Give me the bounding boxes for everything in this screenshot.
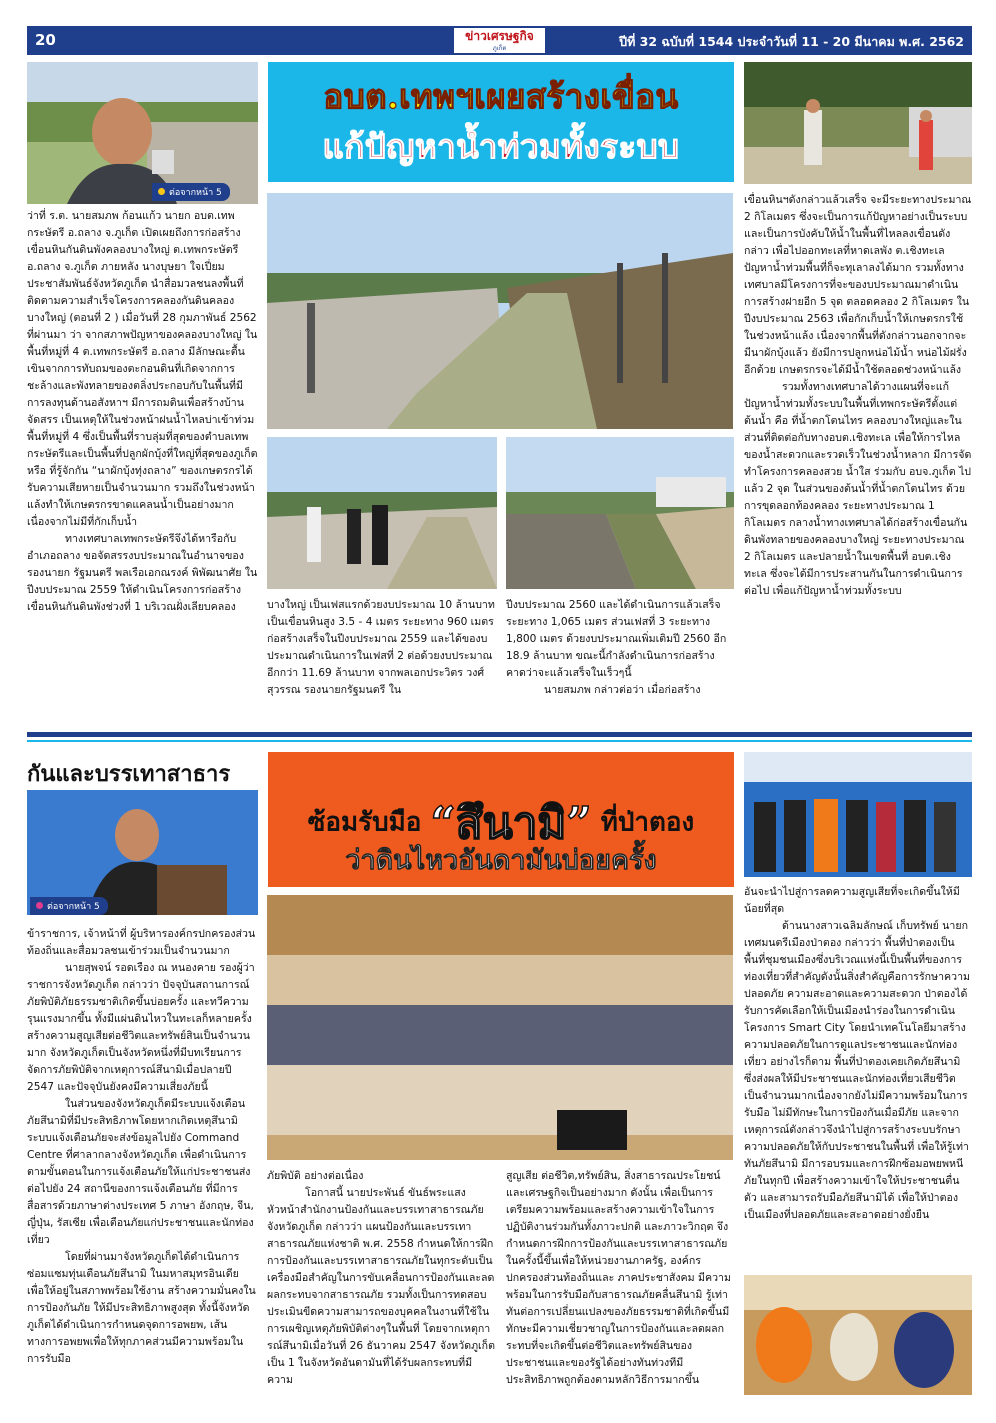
headline2-prefix: ซ้อมรับมือ bbox=[307, 807, 422, 838]
hall-group-photo bbox=[267, 895, 733, 1160]
story2-column-1 bbox=[27, 926, 258, 1416]
story1-col4-para2: รวมทั้งทางเทศบาลได้วางแผนที่จะแก้ปัญหาน้ำท่วมทั้งระบบในพื้นที่เทพกระษัตรีตั้งแต่ต้นน้ำ คือ ที่น้ำตกโตนไทร คลองบางใหญ่และในส่วนที่ติดต่อกับทางอบต.เชิงทะเล เพื่อให้การไหลของน้ำสะดวกและรวดเร็วในช่วงน้ำหลาก มีการจัดทำโครงการคลองสวย น้ำใส ร่วมกับ อบจ.ภูเก็ต ไปแล้ว 2 จุด ในส่วนของต้นน้ำที่น้ำตกโตนไทร ด้วยการขุดลอกท้องคลอง ระยะทางประมาณ 1 กิโลเมตร กลางน้ำทางเทศบาลได้ก่อสร้างเขื่อนกันดินพังทลายของคลองบางใหญ่ ระยะทางประมาณ 2 กิโลเมตร และปลายน้ำในเขตพื้นที่ อบต.เชิงทะเล ซึ่งจะได้มีการประสานกันในการดำเนินการต่อไป เพื่อแก้ปัญหาน้ำท่วมทั้งระบบ bbox=[744, 381, 972, 597]
story2-column-3 bbox=[506, 1168, 734, 1418]
issue-line: ปีที่ 32 ฉบับที่ 1544 ประจำวันที่ 11 - 20 มีนาคม พ.ศ. 2562 bbox=[619, 34, 964, 49]
story1-col3-para1: ปีงบประมาณ 2560 และได้ดำเนินการแล้วเสร็จ ระยะทาง 1,065 เมตร ส่วนเฟสที่ 3 ระยะทาง 1,800 เมตร ด้วยงบประมาณเพิ่มเติมปี 2560 อีก 18.9 ล้านบาท ขณะนี้กำลังดำเนินการก่อสร้างคาดว่าจะแล้วเสร็จในเร็วๆนี้ bbox=[506, 599, 727, 679]
story2-col1-para2: นายสุพจน์ รอดเรือง ณ หนองคาย รองผู้ว่าราชการจังหวัดภูเก็ต กล่าวว่า ปัจจุบันสถานการณ์ภัยพิบัติภัยธรรมชาติเกิดขึ้นบ่อยครั้ง และทวีความรุนแรงมากขึ้น ทั้งมีแผ่นดินไหวในทะเลก็หลายครั้งสร้างความสูญเสียต่อชีวิตและทรัพย์สินเป็นจำนวนมาก จังหวัดภูเก็ตเป็นจังหวัดหนึ่งที่มีบทเรียนการจัดการภัยพิบัติจากเหตุการณ์สึนามิเมื่อปลายปี 2547 และปัจจุบันยังคงมีความเสี่ยงภัยนี้ bbox=[27, 962, 255, 1093]
story2-col2-para2: โอกาสนี้ นายประพันธ์ ขันธ์พระแสง หัวหน้าสำนักงานป้องกันและบรรเทาสาธารณภัยจังหวัดภูเก็ต กล่าวว่า แผนป้องกันและบรรเทาสาธารณภัยแห่งชาติ พ.ศ. 2558 กำหนดให้การฝึกการป้องกันและบรรเทาสาธารณภัยในทุกระดับเป็นเครื่องมือสำคัญในการขับเคลื่อนการป้องกันและลดผลกระทบจากสาธารณภัย รวมทั้งเป็นการทดสอบประเมินขีดความสามารถของบุคคลในงานที่ใช้ในการเผชิญเหตุภัยพิบัติต่างๆในพื้นที่ โดยจากเหตุการณ์สึนามิเมื่อวันที่ 26 ธันวาคม 2547 จังหวัดภูเก็ตเป็น 1 ในจังหวัดอันดามันที่ได้รับผลกระทบที่มีความ bbox=[267, 1187, 495, 1386]
story1-column-2 bbox=[267, 597, 497, 722]
story1-col3-para2: นายสมภพ กล่าวต่อว่า เมื่อก่อสร้าง bbox=[544, 684, 701, 696]
masthead-logo bbox=[452, 26, 547, 55]
canal-construction-photo bbox=[267, 193, 733, 429]
story2-col1-para4: โดยที่ผ่านมาจังหวัดภูเก็ตได้ดำเนินการซ่อมแซมทุ่นเตือนภัยสึนามิ ในมหาสมุทรอินเดีย เพื่อให้อยู่ในสภาพพร้อมใช้งาน สร้างความมั่นคงในการป้องกันภัย ให้มีประสิทธิภาพสูงสุด ทั้งนี้จังหวัดภูเก็ตได้ดำเนินการกำหนดจุดการอพยพ, เส้นทางการอพยพเพื่อให้ทุกภาคส่วนมีความพร้อมในการรับมือ bbox=[27, 1251, 256, 1365]
story2-col1-para3: ในส่วนของจังหวัดภูเก็ตมีระบบแจ้งเตือนภัยสึนามิที่มีประสิทธิภาพโดยหากเกิดเหตุสึนามิ ระบบแจ้งเตือนภัยจะส่งข้อมูลไปยัง Command Centre ที่ศาลากลางจังหวัดภูเก็ต เพื่อดำเนินการตามขั้นตอนในการแจ้งเตือนภัยให้แก่ประชาชนส่งต่อไปยัง 24 สถานีของการแจ้งเตือนภัย ที่มีการสื่อสารด้วยภาษาต่างประเทศ 5 ภาษา อังกฤษ, จีน, ญี่ปุ่น, รัสเซีย เพื่อเตือนภัยแก่ประชาชนและนักท่องเที่ยว bbox=[27, 1098, 254, 1246]
page-number: 20 bbox=[35, 31, 56, 49]
header-bar bbox=[27, 26, 972, 55]
section-divider-accent bbox=[27, 740, 972, 742]
story1-col4-para1: เขื่อนหินฯดังกล่าวแล้วเสร็จ จะมีระยะทางประมาณ 2 กิโลเมตร ซึ่งจะเป็นการแก้ปัญหาอย่างเป็นระบบ และเป็นการบังคับให้น้ำในพื้นที่ไหลลงเขื่อนดังกล่าว เพื่อไปออกทะเลที่หาดเลพัง ต.เชิงทะเล ปัญหาน้ำท่วมพื้นที่ก็จะทุเลาลงได้มาก รวมทั้งทางเทศบาลมีโครงการที่จะของบประมาณมาดำเนินการสร้างฝายอีก 5 จุด ตลอดคลอง 2 กิโลเมตร ในปีงบประมาณ 2563 เพื่อกักเก็บน้ำให้เกษตรกรใช้ในช่วงหน้าแล้ง เนื่องจากพื้นที่ดังกล่าวนอกจากจะมีนาผักบุ้งแล้ว ยังมีการปลูกหน่อไม้น้ำ หน่อไม้ฝรั่ง อีกด้วย เกษตรกรจะได้มีน้ำใช้ตลอดช่วงหน้าแล้ง bbox=[744, 194, 972, 376]
continued-tag bbox=[152, 183, 230, 201]
section-divider bbox=[27, 732, 972, 737]
headline-line2: แก้ปัญหาน้ำท่วมทั้งระบบ bbox=[322, 127, 680, 166]
story1-column-4 bbox=[744, 192, 972, 727]
continued-label-2: ต่อจากหน้า 5 bbox=[47, 902, 100, 912]
story2-col2-para1: ภัยพิบัติ อย่างต่อเนื่อง bbox=[267, 1170, 364, 1182]
official-site-visit-photo bbox=[744, 62, 972, 184]
headline2-big: “สึนามิ” bbox=[430, 798, 592, 849]
bullet-icon bbox=[158, 188, 165, 195]
official-speaking-podium-photo bbox=[27, 750, 258, 915]
story2-col4-para1: อันจะนำไปสู่การลดความสูญเสียที่จะเกิดขึ้นให้มีน้อยที่สุด bbox=[744, 886, 960, 915]
story2-column-4 bbox=[744, 884, 972, 1269]
seminar-audience-photo bbox=[744, 1275, 972, 1395]
story2-col4-para2: ด้านนางสาวเฉลิมลักษณ์ เก็บทรัพย์ นายกเทศมนตรีเมืองป่าตอง กล่าวว่า พื้นที่ป่าตองเป็นพื้นที่ชุมชนเมืองซึ่งบริเวณแห่งนี้เป็นพื้นที่ของการท่องเที่ยวที่สำคัญดังนั้นสิ่งสำคัญคือการรักษาความปลอดภัย ความสะอาดและความสะดวก ป่าตองได้รับการคัดเลือกให้เป็นเมืองนำร่องในการดำเนินโครงการ Smart City โดยนำเทคโนโลยีมาสร้างความปลอดภัยในการดูแลประชาชนและนักท่องเที่ยว อย่างไรก็ตาม พื้นที่ป่าตองเคยเกิดภัยสึนามิซึ่งส่งผลให้มีประชาชนและนักท่องเที่ยวเสียชีวิตเป็นจำนวนมากเนื่องจากยังไม่มีความพร้อมในการรับมือ ไม่มีทักษะในการป้องกันเมื่อมีภัย และจากเหตุการณ์ดังกล่าวจึงนำไปสู่การสร้างระบบรักษาความปลอดภัยให้กับประชาชนในพื้นที่ เพื่อให้รู้เท่าทันภัยสึนามิ มีการอบรมและการฝึกซ้อมอพยพหนีภัยในทุกปี เพื่อสร้างความเข้าใจให้ประชาชนตื่นตัว และสามารถรับมือภัยสึนามิได้ เพื่อให้ป่าตองเป็นเมืองที่ปลอดภัยและสะอาดอย่างยั่งยืน bbox=[744, 920, 970, 1221]
headline-line1: อบต.เทพฯเผยสร้างเขื่อน bbox=[323, 77, 679, 116]
headline2-suffix: ที่ป่าตอง bbox=[600, 807, 695, 838]
story1-col1-para2: ทางเทศบาลเทพกระษัตรีจึงได้หารือกับอำเภอถลาง ขอจัดสรรงบประมาณในอำนาจของรองนายก รัฐมนตรี พลเรือเอกณรงค์ พิพัฒนาศัย ในปีงบประมาณ 2559 ให้ดำเนินโครงการก่อสร้างเขื่อนหินกันดินพังช่วงที่ 1 บริเวณฝั่งเลียบคลอง bbox=[27, 533, 258, 613]
bullet-icon bbox=[36, 902, 43, 909]
continued-label: ต่อจากหน้า 5 bbox=[169, 188, 222, 198]
masthead-subtitle: ภูเก็ต bbox=[492, 45, 507, 52]
stone-wall-canal-photo bbox=[506, 437, 734, 589]
story2-col3-para: สูญเสีย ต่อชีวิต,ทรัพย์สิน, สิ่งสาธารณประโยชน์และเศรษฐกิจเป็นอย่างมาก ดังนั้น เพื่อเป็นการเตรียมความพร้อมและสร้างความเข้าใจในการปฏิบัติงานร่วมกันทั้งภาวะปกติ และภาวะวิกฤต จึงกำหนดการฝึกการป้องกันและบรรเทาสาธารณภัยในครั้งนี้ขึ้นเพื่อให้หน่วยงานภาครัฐ, องค์กรปกครองส่วนท้องถิ่นและ ภาคประชาสังคม มีความพร้อมในการรับมือกับสาธารณภัยคลื่นสึนามิ รู้เท่าทันต่อการเปลี่ยนแปลงของภัยธรรมชาติที่เกิดขึ้นมีทักษะมีความเชี่ยวชาญในการป้องกันและลดผลกระทบที่จะเกิดขึ้นต่อชีวิตและทรัพย์สินของประชาชนและของรัฐได้อย่างทันท่วงทีมีประสิทธิภาพถูกต้องตามหลักวิธีการมากขึ้น bbox=[506, 1170, 731, 1386]
continued-tag-2 bbox=[30, 897, 108, 915]
story2-column-2 bbox=[267, 1168, 497, 1418]
story1-col2-para: บางใหญ่ เป็นเฟสแรกด้วยงบประมาณ 10 ล้านบาท เป็นเขื่อนหินสูง 3.5 - 4 เมตร ระยะทาง 960 เมตร ก่อสร้างเสร็จในปีงบประมาณ 2559 และได้ของบประมาณดำเนินการในเฟสที่ 2 ต่อด้วยงบประมาณอีกกว่า 11.69 ล้านบาท จากพลเอกประวิตร วงศ์สุวรรณ รองนายกรัฐมนตรี ใน bbox=[267, 599, 495, 696]
headline2-line2: ว่าดินไหวอันดามันบ่อยครั้ง bbox=[345, 845, 657, 876]
photo-banner-text: กันและบรรเทาสาธาร bbox=[27, 762, 231, 787]
story1-col1-para1: ว่าที่ ร.ต. นายสมภพ ก้อนแก้ว นายก อบต.เทพกระษัตรี อ.ถลาง จ.ภูเก็ต เปิดเผยถึงการก่อสร้างเขื่อนหินกันดินพังคลองบางใหญ่ ต.เทพกระษัตรี อ.ถลาง จ.ภูเก็ต ภายหลัง นางบุษยา ใจเปี่ยมประชาสัมพันธ์จังหวัดภูเก็ต นำสื่อมวลชนลงพื้นที่ติดตามความสำเร็จโครงการคลองกันดินคลองบางใหญ่ (ตอนที่ 2 ) เมื่อวันที่ 28 กุมภาพันธ์ 2562 ที่ผ่านมา ว่า จากสภาพปัญหาของคลองบางใหญ่ ในพื้นที่หมู่ที่ 4 ต.เทพกระษัตรี อ.ถลาง มีลักษณะตื้นเขินจากการทับถมของตะกอนดินที่เกิดจากการชะล้างและพังทลายของตลิ่งประกอบกับในพื้นที่มีการลงทุนด้านอสังหาฯ มีการถมดินเพื่อสร้างบ้านจัดสรร เป็นเหตุให้ในช่วงหน้าฝนน้ำไหลบ่าเข้าท่วมพื้นที่หมู่ที่ 4 ซึ่งเป็นพื้นที่ราบลุ่มที่สุดของตำบลเทพกระษัตรีและเป็นพื้นที่ปลูกผักบุ้งที่ใหญ่ที่สุดของภูเก็ต หรือ ที่รู้จักกัน “นาผักบุ้งทุ่งถลาง” ของเกษตรกรได้รับความเสียหายเป็นจำนวนมาก รวมถึงในช่วงหน้าแล้งทำให้เกษตรกรขาดแคลนน้ำเป็นอย่างมากเนื่องจากไม่มีที่กักเก็บน้ำ bbox=[27, 210, 258, 528]
headline-box bbox=[268, 62, 734, 182]
officials-at-canal-photo bbox=[267, 437, 497, 589]
headline-box-2 bbox=[268, 752, 734, 887]
group-officials-photo bbox=[744, 752, 972, 877]
story2-col1-para1: ข้าราชการ, เจ้าหน้าที่ ผู้บริหารองค์กรปกครองส่วนท้องถิ่นและสื่อมวลชนเข้าร่วมเป็นจำนวนมาก bbox=[27, 928, 256, 957]
story1-column-3 bbox=[506, 597, 734, 722]
story1-column-1 bbox=[27, 208, 258, 718]
masthead-title: ข่าวเศรษฐกิจ bbox=[465, 29, 534, 43]
